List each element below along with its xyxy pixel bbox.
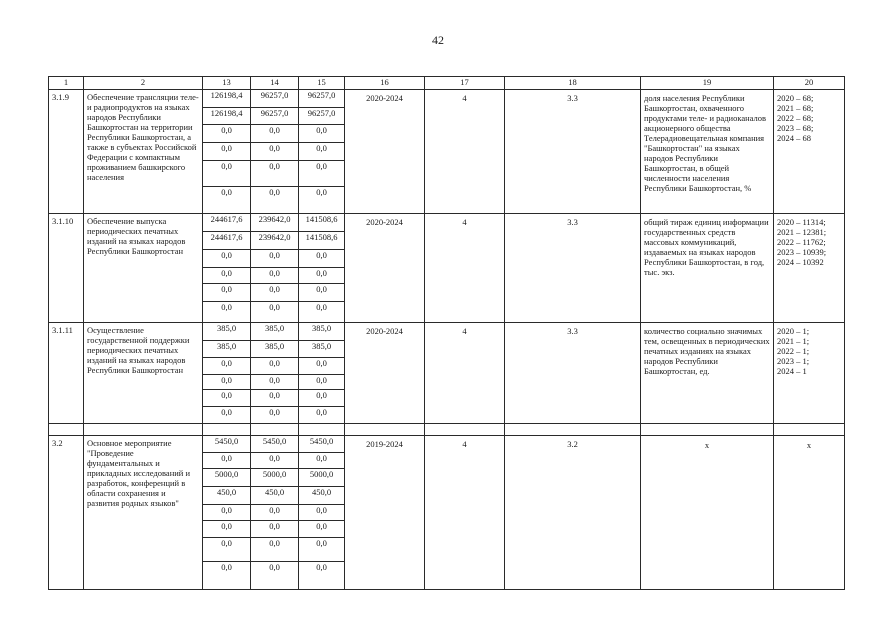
financing-row (203, 340, 344, 357)
header-col-18: 18 (505, 77, 641, 90)
financing-value: 239642,0 (251, 231, 299, 249)
financing-value: 0,0 (299, 283, 345, 301)
col-17-value: 4 (425, 323, 505, 424)
target-value: 2020 – 11314; (777, 217, 826, 227)
financing-row (203, 142, 344, 160)
header-col-15: 15 (299, 77, 345, 90)
financing-value: 0,0 (299, 160, 345, 186)
item-name: Обеспечение выпуска периодических печатных изданий на языках народов Республики Башкортостан (84, 214, 203, 323)
financing-row (203, 267, 344, 283)
table-row (49, 214, 845, 323)
header-col-2: 2 (84, 77, 203, 90)
header-row (49, 77, 845, 90)
financing-value: 0,0 (299, 124, 345, 142)
financing-value: 0,0 (251, 267, 299, 283)
spacer-cell (203, 424, 251, 436)
financing-row (203, 249, 344, 267)
spacer-cell (425, 424, 505, 436)
indicator: x (641, 436, 774, 590)
target-value: 2023 – 1; (777, 356, 810, 366)
financing-row (203, 160, 344, 186)
financing-value: 126198,4 (203, 107, 251, 124)
target-value: 2023 – 68; (777, 123, 814, 133)
page-number: 42 (432, 33, 444, 47)
item-code: 3.1.10 (49, 214, 84, 323)
financing-value: 5450,0 (251, 436, 299, 452)
financing-value: 141508,6 (299, 214, 345, 231)
financing-value: 0,0 (203, 357, 251, 374)
period: 2020-2024 (345, 214, 425, 323)
item-code: 3.2 (49, 436, 84, 590)
financing-row (203, 186, 344, 213)
financing-grid (203, 323, 344, 423)
financing-value: 244617,6 (203, 231, 251, 249)
period: 2019-2024 (345, 436, 425, 590)
header-col-19: 19 (641, 77, 774, 90)
target-value: 2021 – 68; (777, 103, 814, 113)
program-table (48, 76, 845, 590)
table-row (49, 90, 845, 214)
financing-value: 0,0 (299, 301, 345, 322)
financing-cell (203, 90, 345, 214)
financing-value: 141508,6 (299, 231, 345, 249)
period: 2020-2024 (345, 323, 425, 424)
financing-value: 0,0 (221, 301, 232, 312)
financing-value: 0,0 (203, 283, 251, 301)
item-code: 3.1.11 (49, 323, 84, 424)
col-17-value: 4 (425, 90, 505, 214)
financing-value: 0,0 (203, 520, 251, 537)
target-value: 2024 – 68 (777, 133, 811, 143)
table-row (49, 323, 845, 424)
col-18-value: 3.3 (505, 214, 641, 323)
financing-grid (203, 90, 344, 213)
indicator: количество социально значимых тем, освещенных в периодических печатных изданиях на языках народов Республики Башкортостан, ед. (641, 323, 774, 424)
financing-grid (203, 214, 344, 322)
spacer-cell (641, 424, 774, 436)
financing-value: 0,0 (203, 374, 251, 389)
financing-row (203, 504, 344, 520)
financing-row (203, 406, 344, 423)
target-value: 2022 – 68; (777, 113, 814, 123)
financing-value: 0,0 (203, 389, 251, 406)
financing-row (203, 436, 344, 452)
financing-value: 0,0 (299, 142, 345, 160)
financing-value: 450,0 (203, 486, 251, 504)
financing-value: 0,0 (203, 267, 251, 283)
financing-value: 5000,0 (251, 468, 299, 486)
financing-value: 239642,0 (251, 214, 299, 231)
financing-value: 0,0 (299, 389, 345, 406)
target-values (774, 436, 845, 590)
item-name: Обеспечение трансляции теле- и радиопродуктов на языках народов Республики Башкортостан на территории Республики Башкортостан, а также в субъектах Российской Федерации с компактным проживанием башкирского населения (84, 90, 203, 214)
financing-value: 450,0 (299, 486, 345, 504)
financing-value: 96257,0 (299, 107, 345, 124)
financing-row (203, 486, 344, 504)
item-name: Основное мероприятие "Проведение фундаментальных и прикладных исследований и разработок, конференций в области сохранения и развития родных языков" (84, 436, 203, 590)
financing-value: 0,0 (203, 142, 251, 160)
financing-value: 5450,0 (299, 436, 345, 452)
financing-value: 0,0 (299, 561, 345, 589)
financing-value: 96257,0 (299, 90, 345, 107)
col-17-value: 4 (425, 436, 505, 590)
financing-value: 385,0 (203, 340, 251, 357)
financing-value: 0,0 (221, 406, 232, 417)
target-value: 2020 – 1; (777, 326, 810, 336)
spacer-cell (774, 424, 845, 436)
financing-value: 244617,6 (203, 214, 251, 231)
financing-value: 0,0 (251, 186, 299, 213)
target-value: 2021 – 1; (777, 336, 810, 346)
financing-value: 385,0 (203, 323, 251, 340)
target-value: 2024 – 10392 (777, 257, 824, 267)
financing-row (203, 107, 344, 124)
indicator: доля населения Республики Башкортостан, охваченного продуктами теле- и радиоканалов акционерного общества Телерадиовещательная компания "Башкортостан" на языках народов Республики Башкортостан, в общей численности населения Республики Башкортостан, % (641, 90, 774, 214)
spacer-cell (251, 424, 299, 436)
header-col-16: 16 (345, 77, 425, 90)
target-value: 2022 – 1; (777, 346, 810, 356)
spacer-cell (84, 424, 203, 436)
financing-value: 5000,0 (203, 468, 251, 486)
col-18-value: 3.3 (505, 90, 641, 214)
financing-cell (203, 323, 345, 424)
financing-value: 0,0 (203, 452, 251, 468)
header-col-20: 20 (774, 77, 845, 90)
financing-value: 96257,0 (251, 107, 299, 124)
financing-value: 0,0 (203, 504, 251, 520)
financing-value: 96257,0 (251, 90, 299, 107)
financing-value: 0,0 (251, 452, 299, 468)
financing-row (203, 357, 344, 374)
financing-value: 0,0 (251, 374, 299, 389)
financing-value: 385,0 (299, 340, 345, 357)
financing-value: 0,0 (251, 142, 299, 160)
financing-row (203, 231, 344, 249)
financing-row (203, 520, 344, 537)
col-18-value: 3.2 (505, 436, 641, 590)
target-values (774, 90, 845, 214)
spacer-cell (505, 424, 641, 436)
financing-value: 0,0 (299, 537, 345, 561)
financing-value: 0,0 (251, 561, 299, 589)
financing-value: 0,0 (221, 186, 232, 197)
financing-row (203, 214, 344, 231)
financing-value: 0,0 (203, 124, 251, 142)
target-value: 2021 – 12381; (777, 227, 827, 237)
financing-value: 0,0 (203, 249, 251, 267)
financing-value: 0,0 (251, 520, 299, 537)
financing-row (203, 537, 344, 561)
financing-row (203, 124, 344, 142)
financing-cell (203, 436, 345, 590)
table-row (49, 436, 845, 590)
financing-row (203, 452, 344, 468)
financing-value: 0,0 (299, 520, 345, 537)
financing-value: 0,0 (299, 357, 345, 374)
financing-row (203, 90, 344, 107)
financing-row (203, 301, 344, 322)
financing-row (203, 374, 344, 389)
financing-value: 0,0 (299, 186, 345, 213)
header-col-14: 14 (251, 77, 299, 90)
spacer-cell (49, 424, 84, 436)
col-17-value: 4 (425, 214, 505, 323)
header-col-1: 1 (49, 77, 84, 90)
target-value: 2022 – 11762; (777, 237, 826, 247)
financing-value: 0,0 (251, 249, 299, 267)
financing-value: 0,0 (299, 267, 345, 283)
financing-value: 0,0 (251, 357, 299, 374)
financing-value: 0,0 (251, 504, 299, 520)
financing-value: 385,0 (299, 323, 345, 340)
financing-row (203, 561, 344, 589)
financing-row (203, 468, 344, 486)
financing-value: 0,0 (251, 283, 299, 301)
financing-value: 0,0 (221, 561, 232, 572)
financing-value: 0,0 (299, 249, 345, 267)
financing-value: 0,0 (251, 301, 299, 322)
target-value: 2024 – 1 (777, 366, 807, 376)
financing-row (203, 283, 344, 301)
spacer-cell (345, 424, 425, 436)
item-name: Осуществление государственной поддержки периодических печатных изданий на языках народов Республики Башкортостан (84, 323, 203, 424)
financing-value: 385,0 (251, 340, 299, 357)
financing-row (203, 323, 344, 340)
financing-value: 0,0 (251, 160, 299, 186)
period: 2020-2024 (345, 90, 425, 214)
target-values (774, 323, 845, 424)
financing-value: 385,0 (251, 323, 299, 340)
financing-value: 0,0 (299, 406, 345, 423)
item-code: 3.1.9 (49, 90, 84, 214)
financing-value: 0,0 (203, 160, 251, 186)
financing-value: 5450,0 (203, 436, 251, 452)
target-values (774, 214, 845, 323)
financing-value: 0,0 (251, 537, 299, 561)
target-value: 2023 – 10939; (777, 247, 827, 257)
header-col-17: 17 (425, 77, 505, 90)
financing-value: 126198,4 (203, 90, 251, 107)
financing-value: 5000,0 (299, 468, 345, 486)
indicator: общий тираж единиц информации государственных средств массовых коммуникаций, издаваемых на языках народов Республики Башкортостан, в год, тыс. экз. (641, 214, 774, 323)
col-18-value: 3.3 (505, 323, 641, 424)
financing-value: 0,0 (299, 504, 345, 520)
financing-value: 0,0 (251, 124, 299, 142)
financing-value: 0,0 (299, 374, 345, 389)
target-value: 2020 – 68; (777, 93, 814, 103)
financing-cell (203, 214, 345, 323)
header-col-13: 13 (203, 77, 251, 90)
spacer-row (49, 424, 845, 436)
financing-value: 0,0 (251, 406, 299, 423)
financing-value: 0,0 (299, 452, 345, 468)
financing-value: 0,0 (251, 389, 299, 406)
financing-value: 450,0 (251, 486, 299, 504)
target-value: x (806, 440, 812, 450)
spacer-cell (299, 424, 345, 436)
financing-value: 0,0 (203, 537, 251, 561)
financing-grid (203, 436, 344, 589)
financing-row (203, 389, 344, 406)
